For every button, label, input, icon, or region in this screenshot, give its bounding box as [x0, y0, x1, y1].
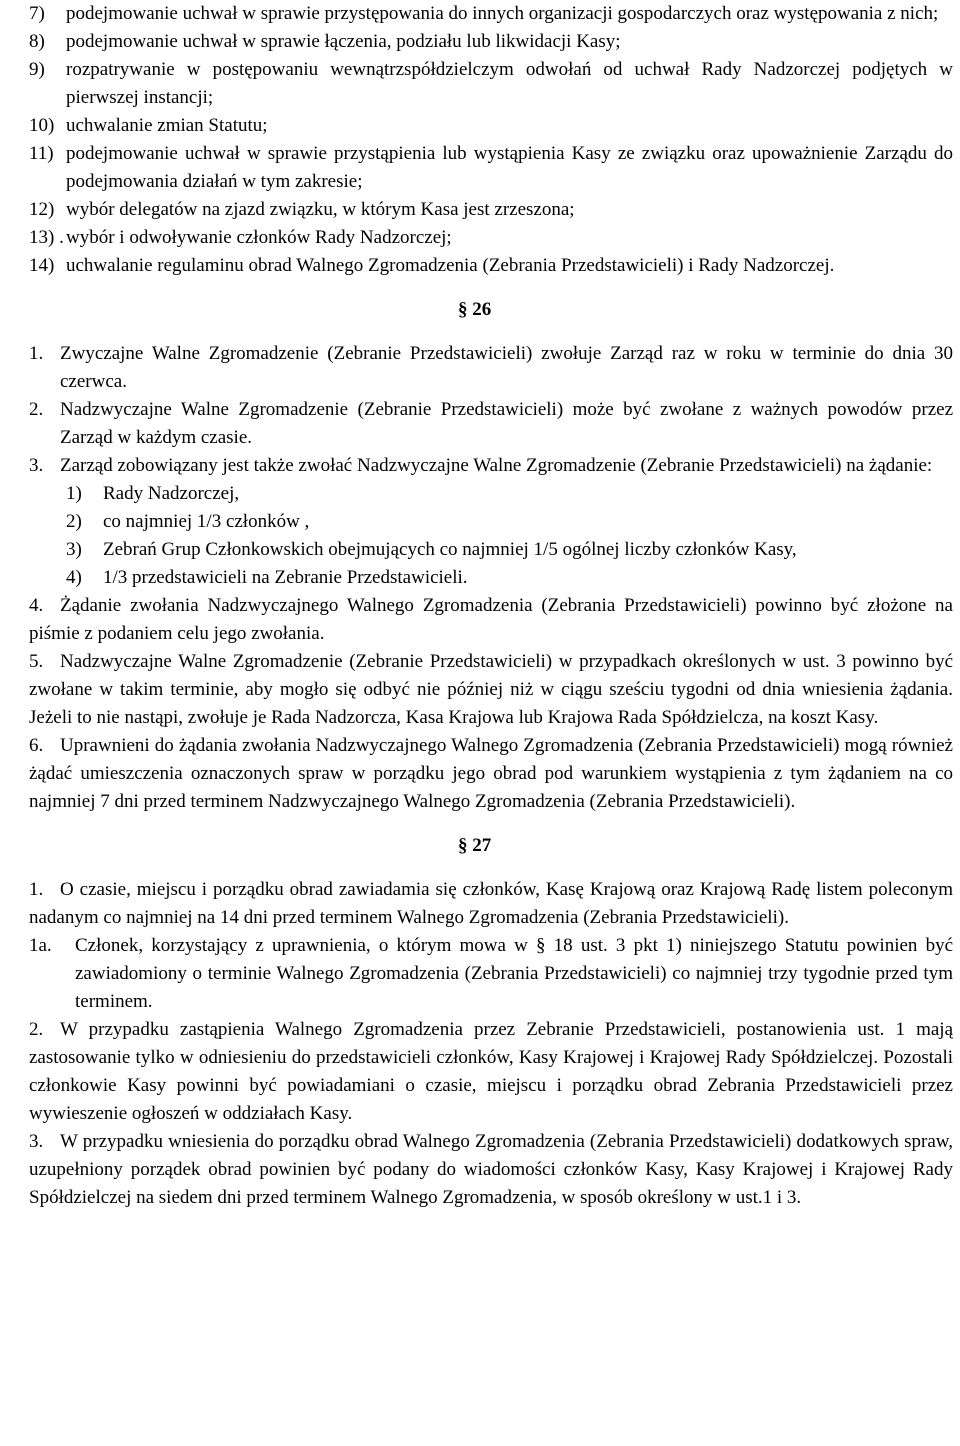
sub-item-number: 4)	[66, 567, 82, 588]
paragraph-text: Nadzwyczajne Walne Zgromadzenie (Zebranie Przedstawicieli) może być zwołane z ważnych powodów przez Zarząd w każdym czasie.	[60, 399, 953, 448]
paragraph-text: Żądanie zwołania Nadzwyczajnego Walnego Zgromadzenia (Zebrania Przedstawicieli) powinno być złożone na piśmie z podaniem celu jego zwołania.	[29, 595, 953, 644]
paragraph-text: W przypadku zastąpienia Walnego Zgromadzenia przez Zebranie Przedstawicieli, postanowienia ust. 1 mają zastosowanie tylko w odniesieniu do przedstawicieli członków, Kasy Krajowej i Krajowej Rady Spółdzielczej. Pozostali członkowie Kasy powinni być powiadamiani o czasie, miejscu i porządku obrad Zebrania Przedstawicieli przez wywieszenie ogłoszeń w oddziałach Kasy.	[29, 1019, 953, 1124]
paragraph-number: 3.	[29, 455, 44, 476]
paragraph-number: 4.	[29, 595, 44, 616]
sub-item-text: Rady Nadzorczej,	[103, 483, 240, 504]
paragraph-number: 2.	[29, 399, 44, 420]
paragraph-number: 1.	[29, 879, 44, 900]
item-number: 7)	[29, 3, 45, 24]
sub-item	[29, 480, 953, 508]
list-item	[29, 112, 953, 140]
paragraph-number: 3.	[29, 1131, 44, 1152]
item-text: uchwalanie zmian Statutu;	[66, 115, 268, 136]
sub-item-text: Zebrań Grup Członkowskich obejmujących co najmniej 1/5 ogólnej liczby członków Kasy,	[103, 539, 797, 560]
paragraph-number: 2.	[29, 1019, 44, 1040]
item-number: 8)	[29, 31, 45, 52]
list-item	[29, 56, 953, 112]
item-text: podejmowanie uchwał w sprawie łączenia, podziału lub likwidacji Kasy;	[66, 31, 621, 52]
paragraph-number: 1a.	[29, 935, 52, 956]
section-27	[29, 876, 953, 1212]
item-number: 13) .	[29, 227, 64, 248]
list-item	[29, 252, 953, 280]
sub-item	[29, 536, 953, 564]
sub-item-number: 1)	[66, 483, 82, 504]
item-text: uchwalanie regulaminu obrad Walnego Zgromadzenia (Zebrania Przedstawicieli) i Rady Nadzorczej.	[66, 255, 835, 276]
item-number: 9)	[29, 59, 45, 80]
item-text: wybór delegatów na zjazd związku, w którym Kasa jest zrzeszona;	[66, 199, 575, 220]
item-text: podejmowanie uchwał w sprawie przystąpienia lub wystąpienia Kasy ze związku oraz upoważnienie Zarządu do podejmowania działań w tym zakresie;	[66, 143, 953, 192]
item-number: 10)	[29, 115, 55, 136]
section-heading-26: § 26	[458, 299, 492, 320]
paragraph-number: 6.	[29, 735, 44, 756]
item-number: 11)	[29, 143, 54, 164]
list-item	[29, 140, 953, 196]
paragraph-text: Nadzwyczajne Walne Zgromadzenie (Zebranie Przedstawicieli) w przypadkach określonych w ust. 3 powinno być zwołane w takim terminie, aby mogło się odbyć nie później niż w ciągu sześciu tygodni od dnia wniesienia żądania. Jeżeli to nie nastąpi, zwołuje je Rada Nadzorcza, Kasa Krajowa lub Krajowa Rada Spółdzielcza, na koszt Kasy.	[29, 651, 953, 728]
list-item	[29, 224, 953, 252]
section-number: 27	[472, 835, 492, 856]
paragraph-text: W przypadku wniesienia do porządku obrad Walnego Zgromadzenia (Zebrania Przedstawicieli) dodatkowych spraw, uzupełniony porządek obrad powinien być podany do wiadomości członków Kasy, Kasy Krajowej i Krajowej Rady Spółdzielczej na siedem dni przed terminem Walnego Zgromadzenia, w sposób określony w ust.1 i 3.	[29, 1131, 953, 1208]
paragraph-number: 5.	[29, 651, 44, 672]
list-a	[29, 0, 953, 280]
paragraph	[29, 592, 953, 648]
paragraph-text: Uprawnieni do żądania zwołania Nadzwyczajnego Walnego Zgromadzenia (Zebrania Przedstawicieli) mogą również żądać umieszczenia oznaczonych spraw w porządku jego obrad pod warunkiem wystąpienia z tym żądaniem na co najmniej 7 dni przed terminem Nadzwyczajnego Walnego Zgromadzenia (Zebrania Przedstawicieli).	[29, 735, 953, 812]
paragraph-text: Zwyczajne Walne Zgromadzenie (Zebranie Przedstawicieli) zwołuje Zarząd raz w roku w terminie do dnia 30 czerwca.	[60, 343, 953, 392]
item-text: rozpatrywanie w postępowaniu wewnątrzspółdzielczym odwołań od uchwał Rady Nadzorczej podjętych w pierwszej instancji;	[66, 59, 953, 108]
paragraph-text: Zarząd zobowiązany jest także zwołać Nadzwyczajne Walne Zgromadzenie (Zebranie Przedstawicieli) na żądanie:	[60, 455, 933, 476]
list-item	[29, 0, 953, 28]
sub-item	[29, 564, 953, 592]
paragraph	[29, 876, 953, 932]
item-number: 14)	[29, 255, 55, 276]
list-item	[29, 28, 953, 56]
item-text: podejmowanie uchwał w sprawie przystępowania do innych organizacji gospodarczych oraz występowania z nich;	[66, 3, 939, 24]
paragraph	[29, 396, 953, 452]
paragraph-number: 1.	[29, 343, 44, 364]
sub-item-text: co najmniej 1/3 członków ,	[103, 511, 310, 532]
paragraph-text: O czasie, miejscu i porządku obrad zawiadamia się członków, Kasę Krajową oraz Krajową Radę listem poleconym nadanym co najmniej na 14 dni przed terminem Walnego Zgromadzenia (Zebrania Przedstawicieli).	[29, 879, 953, 928]
paragraph	[29, 648, 953, 732]
sub-item-number: 3)	[66, 539, 82, 560]
section-heading-27: § 27	[458, 835, 492, 856]
section-number: 26	[472, 299, 492, 320]
paragraph	[29, 932, 953, 1016]
paragraph	[29, 340, 953, 396]
section-26	[29, 340, 953, 816]
sub-item	[29, 508, 953, 536]
paragraph	[29, 1016, 953, 1128]
paragraph-text: Członek, korzystający z uprawnienia, o którym mowa w § 18 ust. 3 pkt 1) niniejszego Statutu powinien być zawiadomiony o terminie Walnego Zgromadzenia (Zebrania Przedstawicieli) co najmniej trzy tygodnie przed tym terminem.	[75, 935, 953, 1012]
paragraph	[29, 1128, 953, 1212]
paragraph	[29, 732, 953, 816]
list-item	[29, 196, 953, 224]
sub-item-text: 1/3 przedstawicieli na Zebranie Przedstawicieli.	[103, 567, 468, 588]
item-number: 12)	[29, 199, 55, 220]
sub-item-number: 2)	[66, 511, 82, 532]
paragraph	[29, 452, 953, 480]
item-text: wybór i odwoływanie członków Rady Nadzorczej;	[66, 227, 452, 248]
